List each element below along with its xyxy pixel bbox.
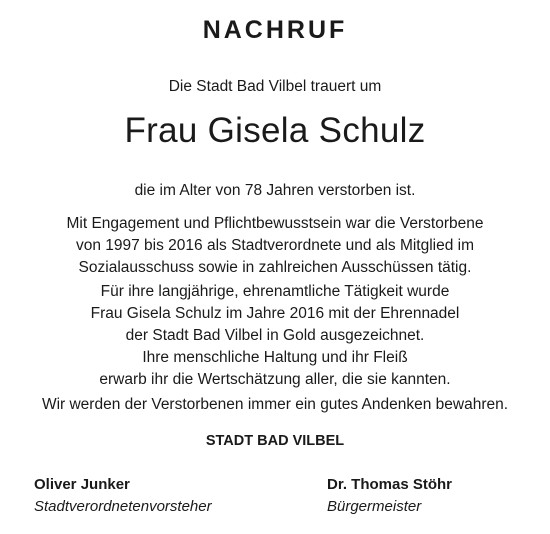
paragraph-line: Wir werden der Verstorbenen immer ein gutes Andenken bewahren. [41, 396, 509, 413]
paragraph-age [0, 180, 550, 202]
intro-text: Die Stadt Bad Vilbel trauert um [168, 78, 382, 95]
deceased-name: Frau Gisela Schulz [124, 111, 426, 150]
paragraph-line: der Stadt Bad Vilbel in Gold ausgezeichnet. [125, 327, 425, 344]
paragraph-character [0, 347, 550, 391]
paragraph-line: erwarb ihr die Wertschätzung aller, die sie kannten. [99, 371, 451, 388]
paragraph-line: Für ihre langjährige, ehrenamtliche Tätigkeit wurde [100, 283, 450, 300]
signatory-left [34, 474, 212, 518]
signatory-name: Oliver Junker [34, 476, 130, 493]
paragraph-honor [0, 281, 550, 347]
organization-name: STADT BAD VILBEL [205, 433, 345, 449]
paragraph-line: Mit Engagement und Pflichtbewusstsein war die Verstorbene [66, 215, 484, 232]
paragraph-line: die im Alter von 78 Jahren verstorben ist. [134, 182, 416, 199]
paragraph-remembrance [0, 394, 550, 416]
paragraph-line: Frau Gisela Schulz im Jahre 2016 mit der Ehrennadel [90, 305, 460, 322]
notice-heading: NACHRUF [202, 16, 348, 44]
signatory-role: Bürgermeister [327, 498, 422, 515]
paragraph-service [0, 213, 550, 279]
signatory-right [327, 474, 452, 518]
paragraph-line: von 1997 bis 2016 als Stadtverordnete und als Mitglied im [75, 237, 475, 254]
paragraph-line: Ihre menschliche Haltung und ihr Fleiß [142, 349, 408, 366]
signatory-name: Dr. Thomas Stöhr [327, 476, 453, 493]
signatory-role: Stadtverordnetenvorsteher [34, 498, 212, 515]
paragraph-line: Sozialausschuss sowie in zahlreichen Ausschüssen tätig. [78, 259, 472, 276]
